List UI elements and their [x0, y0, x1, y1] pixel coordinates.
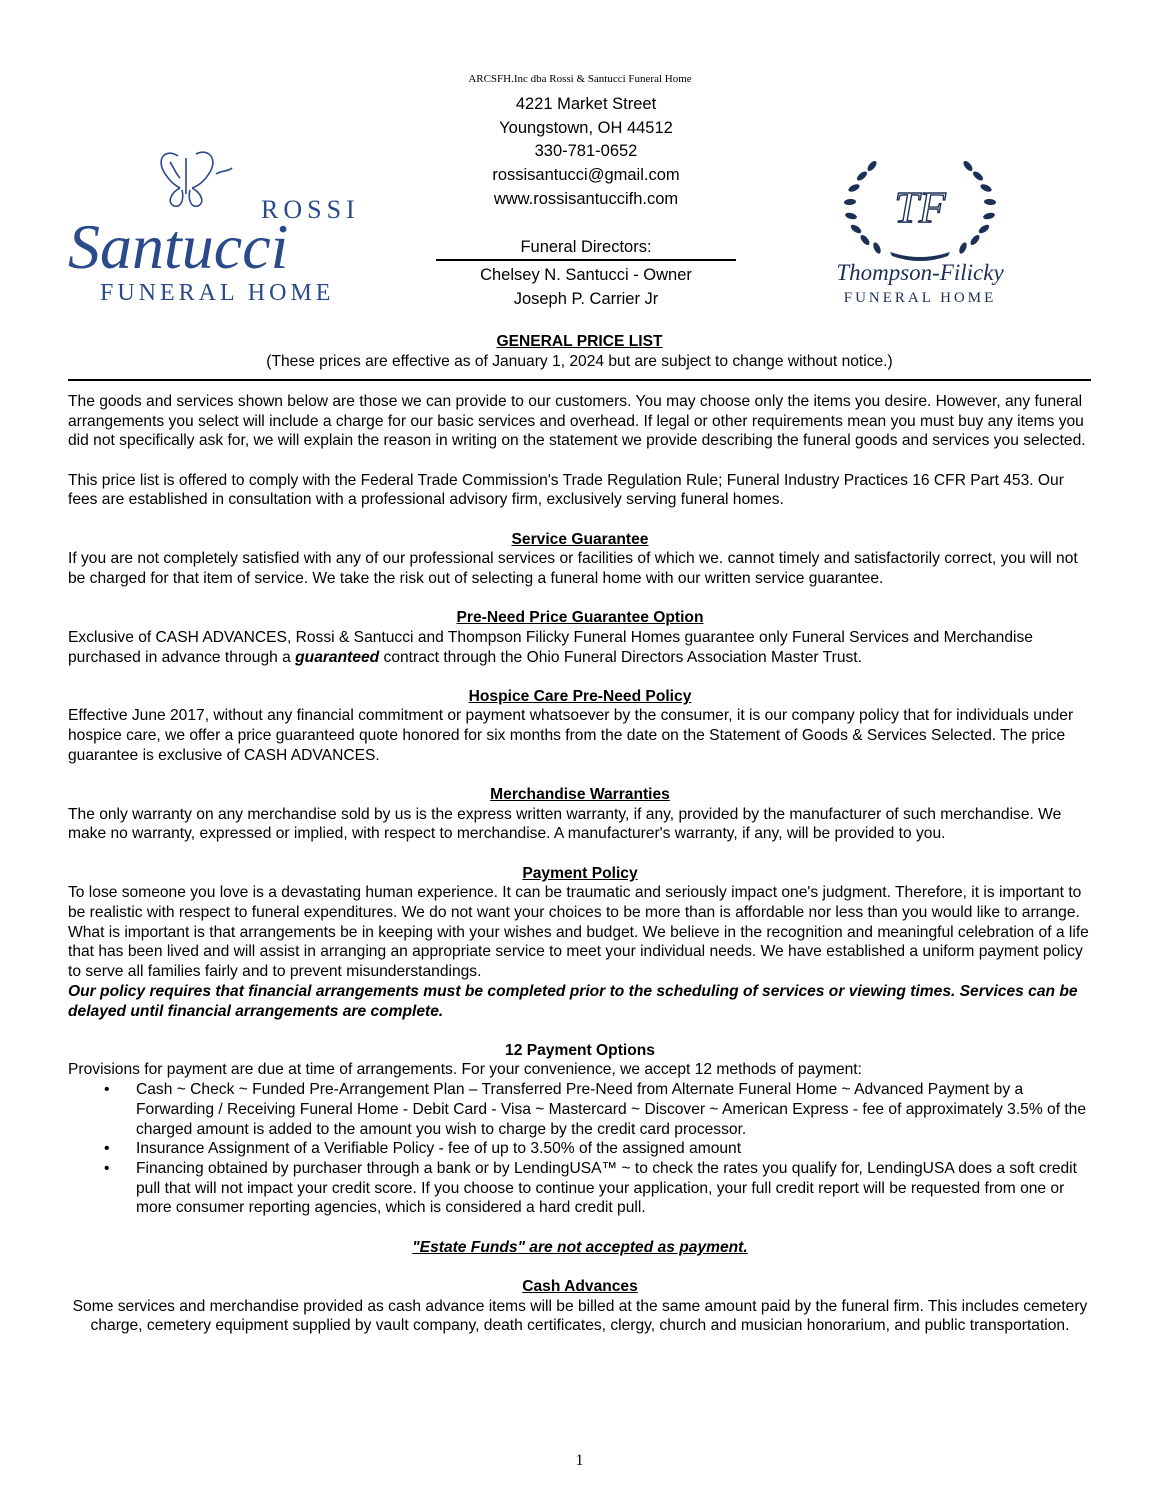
directors-rule	[436, 259, 736, 261]
payment-policy-bold-text: Our policy requires that financial arrangements must be completed prior to the scheduling of services or viewing times. Services can be delayed until financial arrangements are complete.	[68, 982, 1078, 1020]
payment-option-item: • Insurance Assignment of a Verifiable Policy - fee of up to 3.50% of the assigned amount	[136, 1139, 1092, 1159]
directors-label: Funeral Directors:	[520, 238, 652, 256]
header-divider	[68, 379, 1091, 381]
service-guarantee-text: If you are not completely satisfied with any of our professional services or facilities of which we. cannot timely and satisfactorily correct, you will not be charged for that item of service. We take the risk out of selecting a funeral home with our written service guarantee.	[68, 550, 1078, 587]
logo-santucci-text: Santucci	[68, 211, 289, 282]
preneed-heading: Pre-Need Price Guarantee Option	[456, 609, 704, 627]
payment-options-intro: Provisions for payment are due at time of arrangements. For your convenience, we accept 12 methods of payment:	[68, 1061, 862, 1079]
dba-line: ARCSFH.Inc dba Rossi & Santucci Funeral Home	[468, 73, 692, 85]
logo-monogram-text: TF	[894, 183, 946, 232]
service-guarantee-heading: Service Guarantee	[511, 530, 649, 548]
contact-block	[436, 93, 736, 211]
thompson-filicky-logo	[810, 150, 1030, 310]
director-1: Chelsey N. Santucci - Owner	[480, 266, 692, 284]
payment-options-list	[68, 1080, 1092, 1218]
logo-funeral-home-text-right: FUNERAL HOME	[843, 290, 997, 306]
page-title: GENERAL PRICE LIST	[496, 333, 663, 350]
document-body	[68, 392, 1092, 1336]
page-number: 1	[575, 1452, 584, 1469]
hospice-heading: Hospice Care Pre-Need Policy	[468, 687, 692, 705]
preneed-text: Exclusive of CASH ADVANCES, Rossi & Santucci and Thompson Filicky Funeral Homes guarantee only Funeral Services and Merchandise purchased in advance through a guaranteed contract through the Ohio Funeral Directors Association Master Trust.	[68, 628, 1033, 666]
address-line-1: 4221 Market Street	[515, 95, 657, 113]
director-2: Joseph P. Carrier Jr	[513, 290, 659, 308]
directors-block	[436, 235, 736, 311]
logo-rossi-text: ROSSI	[261, 195, 360, 224]
address-line-2: Youngstown, OH 44512	[499, 118, 673, 137]
logo-funeral-home-text: FUNERAL HOME	[100, 280, 335, 306]
payment-policy-text: To lose someone you love is a devastating human experience. It can be traumatic and seriously impact one's judgment. Therefore, it is important to be realistic with respect to funeral expenditures. We do not want your choices to be more than is affordable nor less than you would like to arrange. What is important is that arrangements be in keeping with your wishes and budget. We believe in the recognition and meaningful celebration of a life that has been lived and will assist in arranging an appropriate service to meet your individual needs. We have established a uniform payment policy to serve all families fairly and to prevent misunderstandings.	[68, 884, 1089, 981]
warranties-text: The only warranty on any merchandise sold by us is the express written warranty, if any, provided by the manufacturer of such merchandise. We make no warranty, expressed or implied, with respect to merchandise. A manufacturer's warranty, if any, will be provided to you.	[68, 805, 1062, 843]
email: rossisantucci@gmail.com	[492, 166, 680, 185]
payment-option-item: • Financing obtained by purchaser through a bank or by LendingUSA™ ~ to check the rates you qualify for, LendingUSA does a soft credit pull that will not impact your credit score. If you choose to continue your application, your full credit report will be requested from one or more consumer reporting agencies, which is considered a hard credit pull.	[136, 1159, 1092, 1218]
hospice-text: Effective June 2017, without any financial commitment or payment whatsoever by the consumer, it is our company policy that for individuals under hospice care, we offer a price guaranteed quote honored for six months from the date on the Statement of Goods & Services Selected. The price guarantee is exclusive of CASH ADVANCES.	[68, 707, 1074, 764]
estate-funds-note: "Estate Funds" are not accepted as payment.	[412, 1238, 748, 1256]
intro-paragraph-2: This price list is offered to comply with the Federal Trade Commission's Trade Regulation Rule; Funeral Industry Practices 16 CFR Part 453. Our fees are established in consultation with a professional advisory firm, exclusively serving funeral homes.	[68, 471, 1064, 509]
cash-advances-heading: Cash Advances	[522, 1277, 638, 1295]
warranties-heading: Merchandise Warranties	[490, 786, 670, 804]
phone: 330-781-0652	[534, 142, 638, 161]
logo-thompson-filicky-text: Thompson-Filicky	[836, 260, 1004, 285]
payment-options-heading: 12 Payment Options	[505, 1041, 655, 1059]
website: www.rossisantuccifh.com	[493, 189, 679, 208]
payment-option-item: • Cash ~ Check ~ Funded Pre-Arrangement Plan – Transferred Pre-Need from Alternate Funeral Home ~ Advanced Payment by a Forwarding / Receiving Funeral Home - Debit Card - Visa ~ Mastercard ~ Discover ~ American Express - fee of approximately 3.5% of the charged amount is added to the amount you wish to charge by the credit card processor.	[136, 1080, 1092, 1139]
cash-advances-text: Some services and merchandise provided as cash advance items will be billed at the same amount paid by the funeral firm. This includes cemetery charge, cemetery equipment supplied by vault company, death certificates, clergy, church and musician honorarium, and public transportation.	[72, 1297, 1088, 1335]
guaranteed-emphasis: guaranteed	[295, 648, 380, 666]
butterfly-icon	[161, 152, 232, 206]
effective-date-note: (These prices are effective as of January 1, 2024 but are subject to change without notice.)	[266, 353, 893, 370]
payment-policy-heading: Payment Policy	[522, 864, 638, 882]
intro-paragraph-1: The goods and services shown below are those we can provide to our customers. You may choose only the items you desire. However, any funeral arrangements you select will include a charge for our basic services and overhead. If legal or other requirements mean you must buy any items you did not specifically ask for, we will explain the reason in writing on the statement we provide describing the funeral goods and services you selected.	[68, 393, 1086, 450]
rossi-santucci-logo	[66, 148, 396, 308]
